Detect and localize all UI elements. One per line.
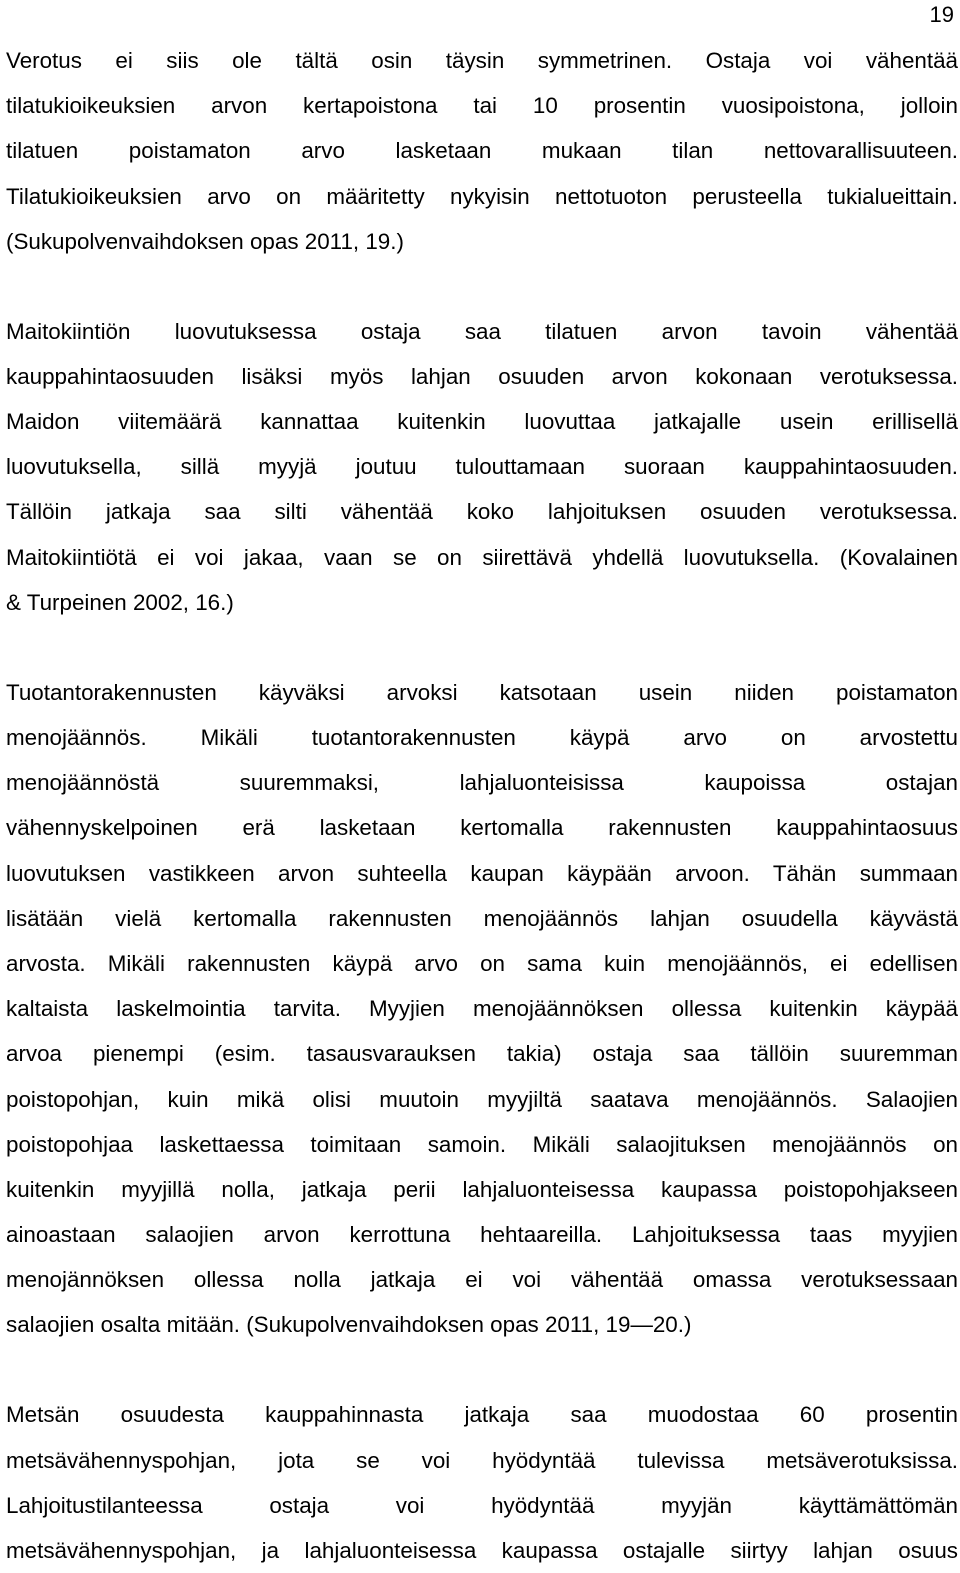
text-line: metsävähennyspohjan, jota se voi hyödyntää tulevissa metsäverotuksissa. [6, 1447, 958, 1473]
text-line: arvoa pienempi (esim. tasausvarauksen takia) ostaja saa tällöin suuremman [6, 1041, 958, 1067]
text-line: Verotus ei siis ole tältä osin täysin symmetrinen. Ostaja voi vähentää [6, 48, 958, 73]
text-line: lisätään vielä kertomalla rakennusten menojäännös lahjan osuudella käyvästä [6, 905, 958, 931]
text-line: menojäännös. Mikäli tuotantorakennusten käypä arvo on arvostettu [6, 725, 958, 751]
text-line: Metsän osuudesta kauppahinnasta jatkaja saa muodostaa 60 prosentin [6, 1402, 958, 1428]
paragraph-gap [6, 264, 958, 309]
text-line: Tällöin jatkaja saa silti vähentää koko lahjoituksen osuuden verotuksessa. [6, 499, 958, 525]
text-line: menojännöksen ollessa nolla jatkaja ei voi vähentää omassa verotuksessaan [6, 1267, 958, 1293]
page-number: 19 [929, 2, 954, 27]
paragraph-gap [6, 625, 958, 670]
text-line: arvosta. Mikäli rakennusten käypä arvo on sama kuin menojäännös, ei edellisen [6, 950, 958, 976]
paragraph-tuotantorakennukset [6, 670, 958, 1348]
text-line: luovutuksen vastikkeen arvon suhteella kaupan käypään arvoon. Tähän summaan [6, 860, 958, 886]
text-line: luovutuksella, sillä myyjä joutuu tulouttamaan suoraan kauppahintaosuuden. [6, 454, 958, 480]
text-line: kuitenkin myyjillä nolla, jatkaja perii lahjaluonteisessa kaupassa poistopohjakseen [6, 1176, 958, 1202]
text-line: Maidon viitemäärä kannattaa kuitenkin luovuttaa jatkajalle usein erillisellä [6, 409, 958, 435]
text-line: ainoastaan salaojien arvon kerrottuna hehtaareilla. Lahjoituksessa taas myyjien [6, 1222, 958, 1248]
text-line: poistopohjan, kuin mikä olisi muutoin myyjiltä saatava menojäännös. Salaojien [6, 1086, 958, 1112]
paragraph-maitokiintio [6, 309, 958, 625]
text-line: menojäännöstä suuremmaksi, lahjaluonteisissa kaupoissa ostajan [6, 770, 958, 796]
paragraph-metsa [6, 1392, 958, 1573]
text-line: Tilatukioikeuksien arvo on määritetty nykyisin nettotuoton perusteella tukialueittain. [6, 183, 958, 209]
text-line: tilatukioikeuksien arvon kertapoistona tai 10 prosentin vuosipoistona, jolloin [6, 93, 958, 119]
paragraph-gap [6, 1348, 958, 1393]
text-line: Maitokiintiötä ei voi jakaa, vaan se on siirettävä yhdellä luovutuksella. (Kovalainen [6, 544, 958, 570]
text-line: Maitokiintiön luovutuksessa ostaja saa tilatuen arvon tavoin vähentää [6, 318, 958, 344]
text-line: Lahjoitustilanteessa ostaja voi hyödyntää myyjän käyttämättömän [6, 1492, 958, 1518]
text-line: Tuotantorakennusten käyväksi arvoksi katsotaan usein niiden poistamaton [6, 679, 958, 705]
text-line: metsävähennyspohjan, ja lahjaluonteisessa kaupassa ostajalle siirtyy lahjan osuus [6, 1538, 958, 1564]
text-line: poistopohjaa laskettaessa toimitaan samoin. Mikäli salaojituksen menojäännös on [6, 1131, 958, 1157]
document-body [6, 38, 958, 1573]
text-line: kaltaista laskelmointia tarvita. Myyjien menojäännöksen ollessa kuitenkin käypää [6, 996, 958, 1022]
text-line: tilatuen poistamaton arvo lasketaan mukaan tilan nettovarallisuuteen. [6, 138, 958, 164]
text-line: salaojien osalta mitään. (Sukupolvenvaihdoksen opas 2011, 19—20.) [6, 1312, 692, 1338]
text-line: & Turpeinen 2002, 16.) [6, 589, 234, 615]
text-line: kauppahintaosuuden lisäksi myös lahjan osuuden arvon kokonaan verotuksessa. [6, 363, 958, 389]
text-line: (Sukupolvenvaihdoksen opas 2011, 19.) [6, 228, 404, 254]
text-line: vähennyskelpoinen erä lasketaan kertomalla rakennusten kauppahintaosuus [6, 815, 958, 841]
paragraph-tilatukioikeudet [6, 38, 958, 264]
